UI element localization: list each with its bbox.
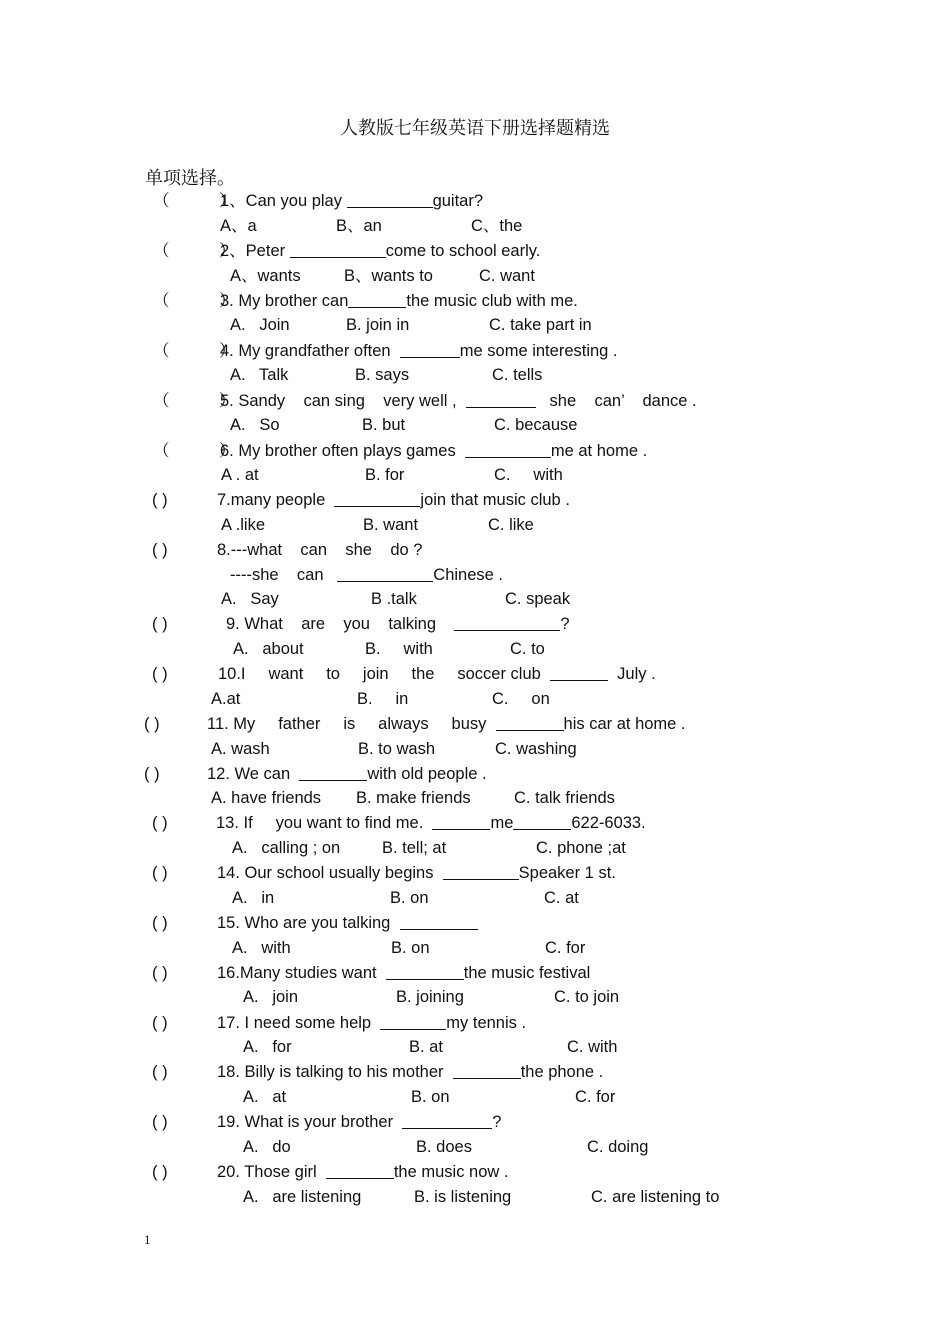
page-number: 1 bbox=[144, 1232, 151, 1247]
question-text bbox=[207, 763, 487, 785]
answer-paren: ( ) bbox=[144, 715, 160, 733]
question-fragment: 20. Those girl bbox=[217, 1163, 326, 1181]
option-a: A. have friends bbox=[211, 789, 322, 807]
section-heading: 单项选择。 bbox=[145, 168, 235, 189]
option-c: C. for bbox=[575, 1088, 616, 1106]
question-text bbox=[217, 912, 478, 934]
answer-paren: （ ） bbox=[153, 442, 236, 460]
question-fragment: join that music club . bbox=[420, 491, 570, 509]
question-fragment: 12. We can bbox=[207, 765, 300, 783]
answer-paren: ( ) bbox=[152, 665, 168, 683]
question-text bbox=[217, 1012, 526, 1034]
question-fragment: she can’ dance . bbox=[535, 392, 697, 410]
question-fragment: 16.Many studies want bbox=[217, 964, 386, 982]
option-b: B. at bbox=[409, 1038, 443, 1056]
question-fragment: the music club with me. bbox=[406, 292, 578, 310]
option-a: A、a bbox=[220, 217, 257, 235]
question-fragment: 9. What are you talking bbox=[226, 615, 455, 633]
question-fragment: 19. What is your brother bbox=[217, 1113, 403, 1131]
option-b: B. join in bbox=[346, 316, 410, 334]
question-fragment: guitar? bbox=[432, 192, 484, 210]
question-text bbox=[220, 290, 578, 312]
option-a: A.at bbox=[211, 690, 241, 708]
question-fragment: 17. I need some help bbox=[217, 1014, 381, 1032]
question-text bbox=[220, 390, 697, 412]
answer-blank bbox=[402, 1112, 492, 1129]
option-a: A. at bbox=[243, 1088, 287, 1106]
question-fragment: with old people . bbox=[367, 765, 487, 783]
answer-paren: （ ） bbox=[153, 192, 236, 210]
question-fragment: my tennis . bbox=[446, 1014, 527, 1032]
question-fragment: come to school early. bbox=[385, 242, 541, 260]
answer-paren: ( ) bbox=[152, 1113, 168, 1131]
question-text bbox=[220, 440, 647, 462]
answer-paren: ( ) bbox=[152, 814, 168, 832]
question-text bbox=[218, 663, 656, 685]
answer-paren: ( ) bbox=[152, 615, 168, 633]
option-c: C、the bbox=[471, 217, 523, 235]
option-a: A. are listening bbox=[243, 1188, 362, 1206]
question-text bbox=[217, 539, 422, 561]
option-c: C. for bbox=[545, 939, 586, 957]
question-fragment: the phone . bbox=[520, 1063, 604, 1081]
question-fragment: 13. If you want to find me. bbox=[216, 814, 433, 832]
option-b: B. on bbox=[391, 939, 430, 957]
question-text bbox=[207, 713, 686, 735]
answer-blank bbox=[348, 291, 406, 308]
option-c: C. to join bbox=[554, 988, 620, 1006]
question-text bbox=[220, 240, 540, 262]
question-text bbox=[220, 340, 618, 362]
option-c: C. talk friends bbox=[514, 789, 615, 807]
option-c: C. because bbox=[494, 416, 578, 434]
option-b: B. to wash bbox=[358, 740, 436, 758]
option-a: A. with bbox=[232, 939, 291, 957]
answer-paren: ( ) bbox=[152, 1014, 168, 1032]
answer-paren: （ ） bbox=[153, 392, 236, 410]
question-text bbox=[217, 862, 616, 884]
question-fragment: me at home . bbox=[550, 442, 648, 460]
option-c: C. phone ;at bbox=[536, 839, 626, 857]
question-fragment: 2、Peter bbox=[220, 242, 290, 260]
option-b: B、wants to bbox=[344, 267, 433, 285]
question-fragment: Chinese . bbox=[433, 566, 503, 584]
question-fragment: 6. My brother often plays games bbox=[220, 442, 465, 460]
answer-blank bbox=[334, 490, 420, 507]
option-b: B. says bbox=[355, 366, 410, 384]
option-b: B. does bbox=[416, 1138, 472, 1156]
option-a: A. Join bbox=[230, 316, 290, 334]
question-fragment: 18. Billy is talking to his mother bbox=[217, 1063, 453, 1081]
option-a: A. join bbox=[243, 988, 299, 1006]
answer-paren: （ ） bbox=[153, 292, 236, 310]
answer-blank bbox=[386, 963, 464, 980]
question-text bbox=[217, 1111, 501, 1133]
question-text bbox=[217, 1161, 508, 1183]
answer-blank bbox=[380, 1013, 446, 1030]
option-b: B. but bbox=[362, 416, 406, 434]
option-c: C. with bbox=[567, 1038, 618, 1056]
question-text bbox=[217, 489, 570, 511]
answer-blank bbox=[443, 863, 519, 880]
option-b: B. in bbox=[357, 690, 409, 708]
question-fragment: 11. My father is always busy bbox=[207, 715, 496, 733]
answer-paren: ( ) bbox=[144, 765, 160, 783]
option-a: A . at bbox=[221, 466, 259, 484]
option-b: B. is listening bbox=[414, 1188, 512, 1206]
option-a: A. about bbox=[233, 640, 304, 658]
question-fragment: 1、Can you play bbox=[220, 192, 347, 210]
question-text bbox=[217, 1061, 603, 1083]
answer-blank bbox=[513, 813, 571, 830]
question-fragment: me some interesting . bbox=[459, 342, 618, 360]
question-fragment: ----she can bbox=[230, 566, 338, 584]
question-text bbox=[217, 962, 590, 984]
answer-blank bbox=[290, 241, 386, 258]
option-b: B. joining bbox=[396, 988, 464, 1006]
question-fragment: ? bbox=[492, 1113, 502, 1131]
option-b: B. want bbox=[363, 516, 419, 534]
answer-paren: ( ) bbox=[152, 1163, 168, 1181]
question-fragment: 10.I want to join the soccer club bbox=[218, 665, 550, 683]
answer-blank bbox=[466, 391, 536, 408]
option-c: C. doing bbox=[587, 1138, 649, 1156]
question-fragment: the music festival bbox=[463, 964, 591, 982]
answer-paren: ( ) bbox=[152, 864, 168, 882]
option-a: A. for bbox=[243, 1038, 292, 1056]
option-b: B. on bbox=[390, 889, 429, 907]
option-a: A. calling ; on bbox=[232, 839, 341, 857]
page-title: 人教版七年级英语下册选择题精选 bbox=[340, 118, 610, 139]
option-c: C. speak bbox=[505, 590, 571, 608]
question-text bbox=[230, 564, 503, 586]
answer-blank bbox=[299, 764, 367, 781]
answer-paren: ( ) bbox=[152, 491, 168, 509]
question-fragment: 5. Sandy can sing very well , bbox=[220, 392, 466, 410]
question-fragment: July . bbox=[607, 665, 656, 683]
answer-blank bbox=[550, 664, 608, 681]
option-a: A、wants bbox=[230, 267, 301, 285]
answer-blank bbox=[400, 913, 478, 930]
question-fragment: Speaker 1 st. bbox=[518, 864, 616, 882]
answer-paren: （ ） bbox=[153, 342, 236, 360]
question-fragment: the music now . bbox=[393, 1163, 509, 1181]
option-a: A. in bbox=[232, 889, 275, 907]
answer-blank bbox=[432, 813, 490, 830]
option-c: C. take part in bbox=[489, 316, 592, 334]
answer-blank bbox=[465, 441, 551, 458]
answer-paren: ( ) bbox=[152, 914, 168, 932]
option-b: B. on bbox=[411, 1088, 450, 1106]
question-fragment: 3. My brother can bbox=[220, 292, 349, 310]
question-fragment: me bbox=[490, 814, 514, 832]
answer-paren: （ ） bbox=[153, 242, 236, 260]
option-c: C. to bbox=[510, 640, 545, 658]
option-b: B. make friends bbox=[356, 789, 471, 807]
answer-blank bbox=[326, 1162, 394, 1179]
answer-blank bbox=[454, 614, 560, 631]
question-text bbox=[220, 190, 483, 212]
option-a: A. Talk bbox=[230, 366, 289, 384]
option-c: C. want bbox=[479, 267, 535, 285]
question-fragment: ? bbox=[560, 615, 570, 633]
answer-blank bbox=[496, 714, 564, 731]
answer-blank bbox=[453, 1062, 521, 1079]
answer-paren: ( ) bbox=[152, 964, 168, 982]
option-b: B. for bbox=[365, 466, 405, 484]
question-fragment: 622-6033. bbox=[571, 814, 646, 832]
option-c: C. like bbox=[488, 516, 534, 534]
question-text bbox=[226, 613, 570, 635]
option-a: A .like bbox=[221, 516, 266, 534]
option-a: A. So bbox=[230, 416, 280, 434]
option-a: A. Say bbox=[221, 590, 279, 608]
answer-paren: ( ) bbox=[152, 1063, 168, 1081]
option-b: B .talk bbox=[371, 590, 417, 608]
option-c: C. at bbox=[544, 889, 579, 907]
option-c: C. on bbox=[492, 690, 550, 708]
answer-paren: ( ) bbox=[152, 541, 168, 559]
answer-blank bbox=[347, 191, 433, 208]
question-fragment: 7.many people bbox=[217, 491, 335, 509]
answer-blank bbox=[400, 341, 460, 358]
question-fragment: 8.---what can she do ? bbox=[217, 541, 423, 559]
question-fragment: 14. Our school usually begins bbox=[217, 864, 443, 882]
option-b: B. with bbox=[365, 640, 433, 658]
option-c: C. tells bbox=[492, 366, 543, 384]
answer-blank bbox=[337, 565, 433, 582]
option-b: B. tell; at bbox=[382, 839, 447, 857]
question-fragment: his car at home . bbox=[563, 715, 686, 733]
option-c: C. washing bbox=[495, 740, 577, 758]
question-fragment: 4. My grandfather often bbox=[220, 342, 400, 360]
option-a: A. wash bbox=[211, 740, 270, 758]
question-fragment: 15. Who are you talking bbox=[217, 914, 400, 932]
option-c: C. are listening to bbox=[591, 1188, 720, 1206]
option-c: C. with bbox=[494, 466, 563, 484]
option-a: A. do bbox=[243, 1138, 291, 1156]
question-text bbox=[216, 812, 646, 834]
option-b: B、an bbox=[336, 217, 382, 235]
